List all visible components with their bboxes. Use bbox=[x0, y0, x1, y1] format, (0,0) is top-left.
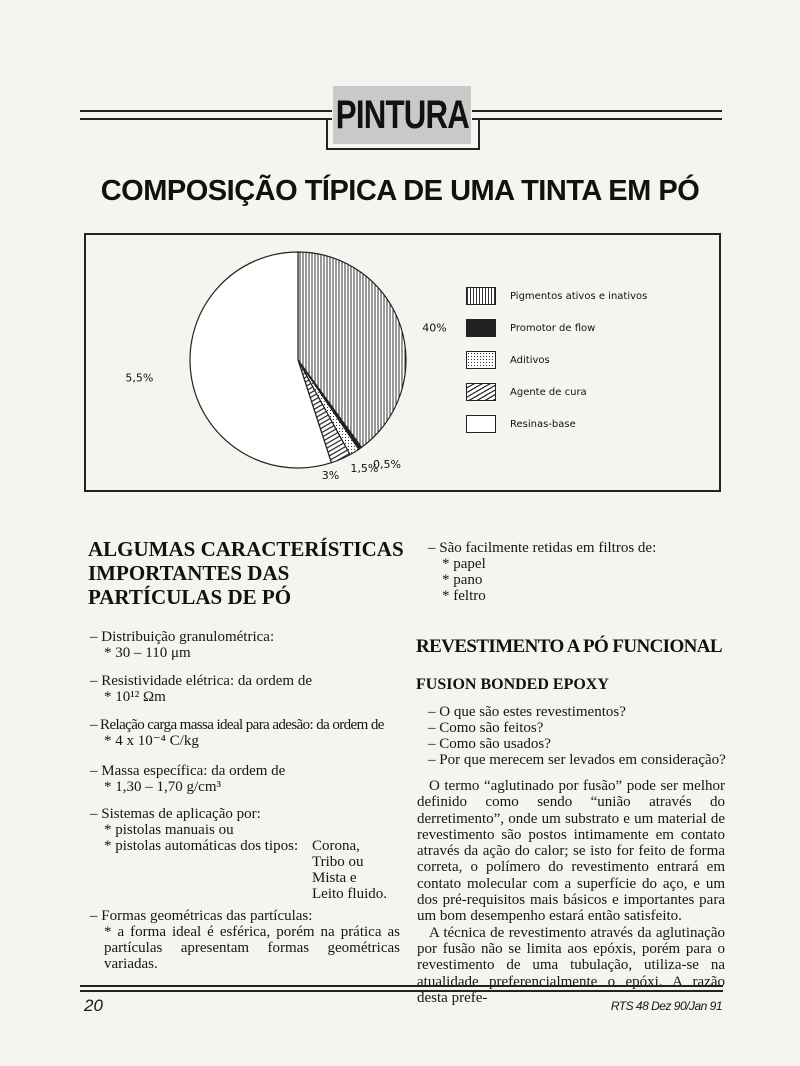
paragraph-1: O termo “aglutinado por fusão” pode ser melhor definido como sendo “união através do derretimento”, onde um substrato e um material de revestimento são postos intimamente em contato através da ação do calor; se isto for feito de forma correta, o polímero do revestimento entrará em contato molecular com a superfície do aço, e um dos pré-requisitos mais básicos e importantes para um bom desempenho estará então satisfeito. bbox=[417, 778, 725, 925]
pie-label: 3% bbox=[321, 468, 340, 482]
characteristic-item-resistivity bbox=[90, 673, 400, 705]
item-title: – Sistemas de aplicação por: bbox=[90, 806, 261, 822]
item-title: – Resistividade elétrica: da ordem de bbox=[90, 673, 313, 689]
legend-label: Aditivos bbox=[510, 354, 550, 366]
filter-item: * pano bbox=[442, 572, 483, 588]
legend-item bbox=[466, 383, 587, 401]
application-type: Leito fluido. bbox=[312, 886, 387, 902]
header-rule-left-bottom bbox=[80, 118, 332, 120]
item-value: * pistolas automáticas dos tipos: bbox=[104, 838, 299, 854]
right-heading: REVESTIMENTO A PÓ FUNCIONAL bbox=[416, 636, 722, 657]
pie-chart bbox=[86, 235, 719, 490]
filter-item: * feltro bbox=[442, 588, 486, 604]
footer-rule-bottom bbox=[80, 990, 723, 992]
characteristic-item-distribution bbox=[90, 629, 400, 661]
page-title: COMPOSIÇÃO TÍPICA DE UMA TINTA EM PÓ bbox=[100, 175, 700, 207]
legend-swatch bbox=[466, 319, 496, 337]
left-heading-line-2: IMPORTANTES DAS bbox=[88, 561, 290, 585]
item-value: * pistolas manuais ou bbox=[104, 822, 234, 838]
legend-swatch bbox=[466, 415, 496, 433]
legend-item bbox=[466, 351, 550, 369]
left-heading-line-1: ALGUMAS CARACTERÍSTICAS bbox=[88, 537, 404, 561]
characteristic-item-shapes bbox=[90, 908, 400, 972]
question: – Como são feitos? bbox=[428, 720, 544, 736]
application-type: Corona, bbox=[312, 838, 360, 854]
left-heading-line-3: PARTÍCULAS DE PÓ bbox=[88, 585, 292, 609]
legend-item bbox=[466, 319, 595, 337]
section-label-box bbox=[333, 86, 471, 144]
characteristic-item-density bbox=[90, 763, 400, 795]
filters-block bbox=[428, 540, 736, 604]
question: – Por que merecem ser levados em consideração? bbox=[428, 752, 726, 768]
question: – O que são estes revestimentos? bbox=[428, 704, 626, 720]
pie-label: 0,5% bbox=[373, 458, 401, 472]
item-value: * 4 x 10⁻⁴ C/kg bbox=[104, 733, 199, 749]
application-type: Mista e bbox=[312, 870, 357, 886]
filters-title: – São facilmente retidas em filtros de: bbox=[428, 540, 657, 556]
characteristic-item-application bbox=[90, 806, 400, 902]
item-title: – Distribuição granulométrica: bbox=[90, 629, 275, 645]
section-label: PINTURA bbox=[335, 92, 469, 137]
left-heading bbox=[88, 537, 408, 609]
legend-item bbox=[466, 415, 576, 433]
item-title: – Formas geométricas das partículas: bbox=[90, 908, 313, 924]
filter-item: * papel bbox=[442, 556, 486, 572]
legend-label: Pigmentos ativos e inativos bbox=[510, 290, 648, 302]
pie-label: 5,5% bbox=[125, 371, 154, 385]
application-types bbox=[312, 838, 387, 902]
item-value: * 30 – 110 μm bbox=[104, 645, 191, 661]
header-rule-right-bottom bbox=[472, 118, 722, 120]
legend-label: Promotor de flow bbox=[510, 322, 596, 334]
item-value: * 10¹² Ωm bbox=[104, 689, 166, 705]
legend-swatch bbox=[466, 351, 496, 369]
pie-label: 40% bbox=[422, 321, 447, 335]
item-value: * a forma ideal é esférica, porém na prática as partículas apresentam formas geométricas variadas. bbox=[104, 924, 400, 972]
item-value: * 1,30 – 1,70 g/cm³ bbox=[104, 779, 221, 795]
question: – Como são usados? bbox=[428, 736, 551, 752]
header-rule-right-top bbox=[472, 110, 722, 112]
legend-label: Agente de cura bbox=[510, 386, 587, 398]
item-title: – Massa específica: da ordem de bbox=[90, 763, 286, 779]
legend-item bbox=[466, 287, 647, 305]
page-number: 20 bbox=[84, 996, 103, 1015]
chart-frame bbox=[84, 233, 721, 492]
body-text bbox=[417, 778, 725, 1006]
right-subheading: FUSION BONDED EPOXY bbox=[416, 676, 609, 693]
header-rule-left-top bbox=[80, 110, 332, 112]
legend-swatch bbox=[466, 287, 496, 305]
issue-info: RTS 48 Dez 90/Jan 91 bbox=[610, 999, 722, 1013]
questions-list bbox=[428, 704, 728, 768]
application-type: Tribo ou bbox=[312, 854, 364, 870]
paragraph-2: A técnica de revestimento através da aglutinação por fusão não se limita aos epóxis, porém para o revestimento de uma tubulação, utiliza-se na atualidade preferencialmente o epóxi. A razão desta prefe- bbox=[417, 924, 725, 1006]
item-title: – Relação carga massa ideal para adesão: da ordem de bbox=[90, 717, 384, 733]
footer-rule-top bbox=[80, 985, 723, 987]
characteristic-item-charge-mass bbox=[90, 717, 400, 749]
pie-label: 1,5% bbox=[350, 462, 379, 476]
legend-label: Resinas-base bbox=[510, 418, 576, 430]
legend-swatch bbox=[466, 383, 496, 401]
